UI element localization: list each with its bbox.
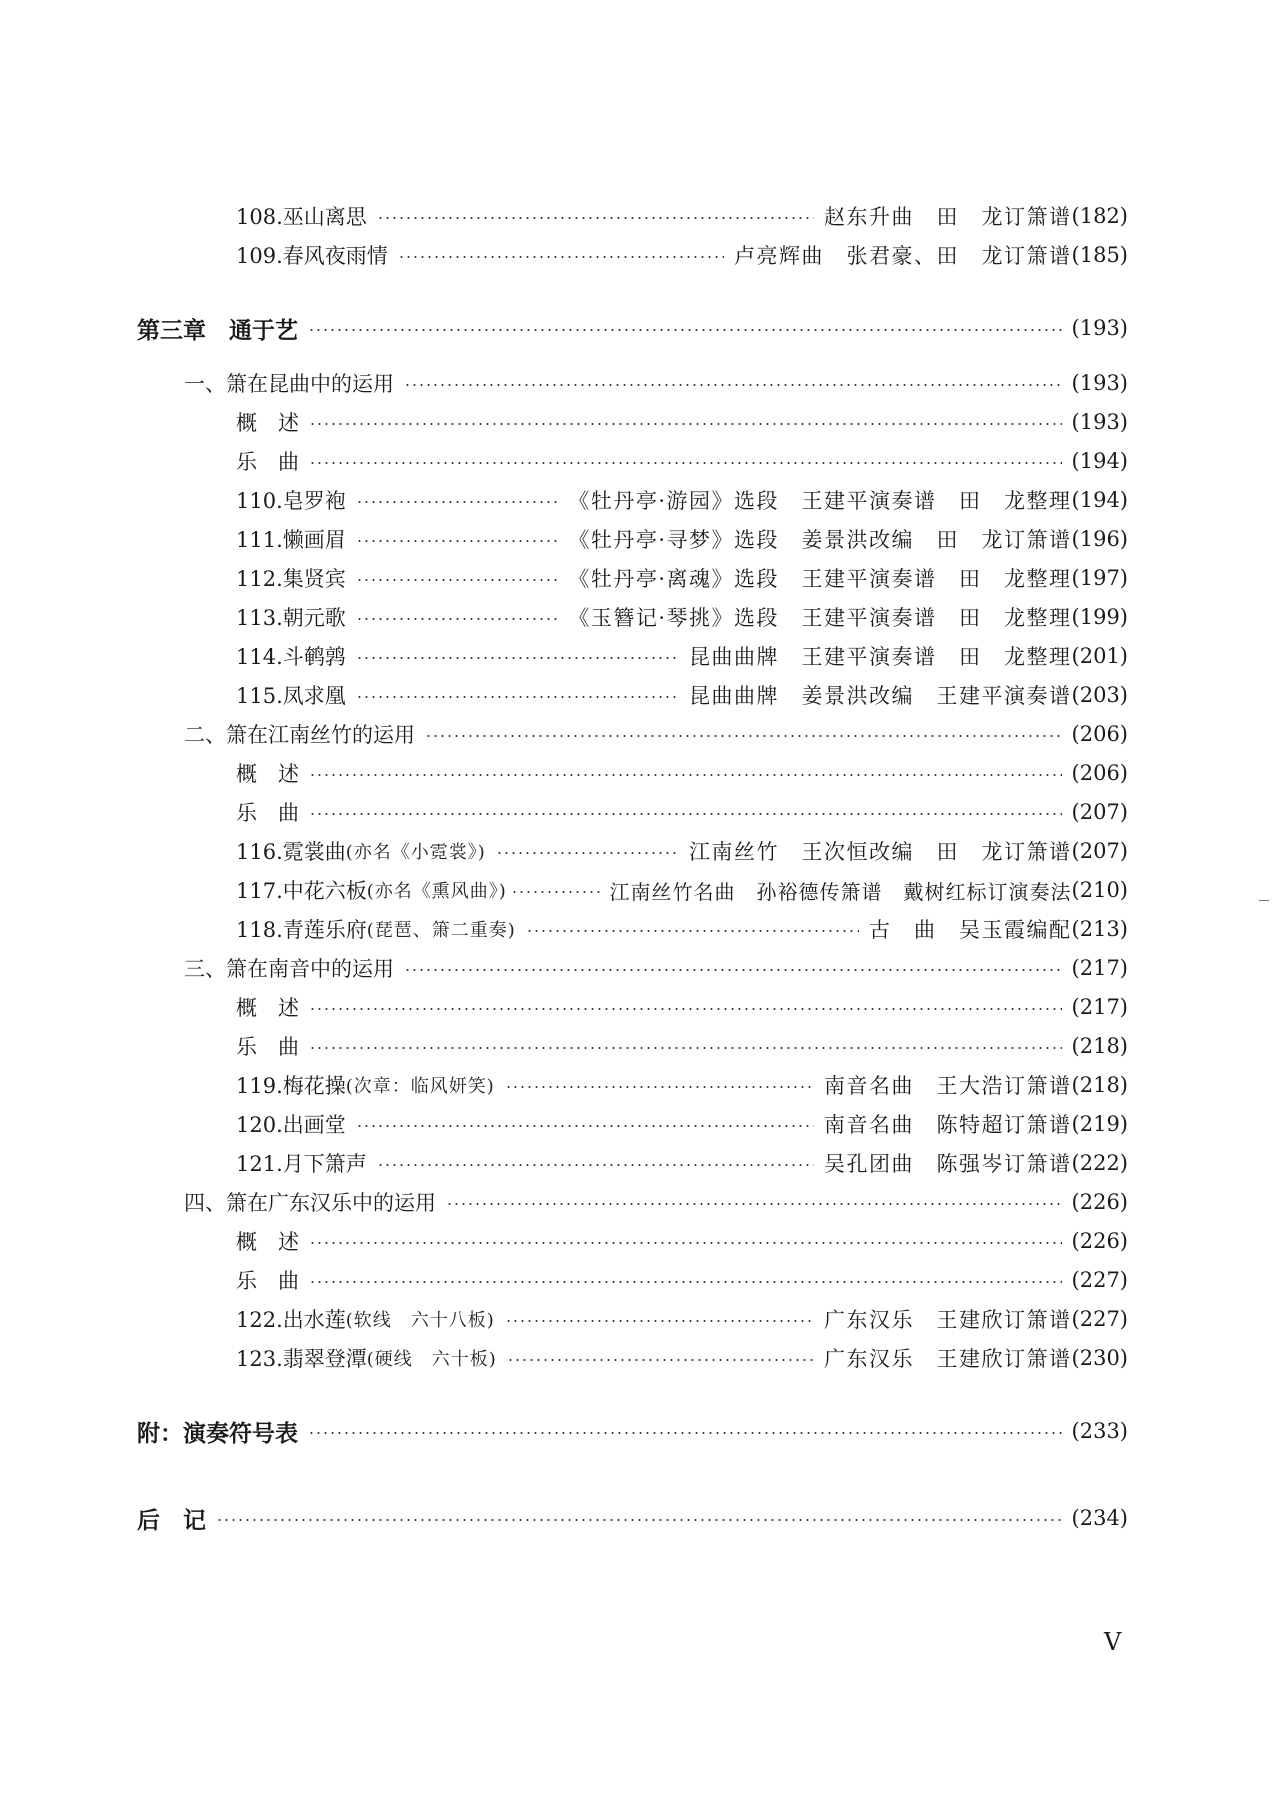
entry-credits: 《玉簪记·琴挑》选段 王建平演奏谱 田 龙整理 bbox=[568, 606, 1072, 630]
dot-leader bbox=[377, 217, 814, 219]
toc-entry[interactable] bbox=[0, 833, 1280, 869]
toc-entry[interactable] bbox=[0, 237, 1280, 273]
dot-leader bbox=[398, 256, 724, 258]
entry-title: 115.凤求凰 bbox=[236, 684, 346, 708]
entry-credits: 昆曲曲牌 王建平演奏谱 田 龙整理 bbox=[689, 645, 1072, 669]
dot-leader bbox=[356, 696, 679, 698]
entry-title: 118.青莲乐府 bbox=[236, 918, 367, 942]
toc-section[interactable] bbox=[0, 1184, 1280, 1220]
entry-note: (亦名《熏风曲》) bbox=[366, 881, 507, 902]
entry-title: 116.霓裳曲 bbox=[236, 840, 346, 864]
entry-credits: 《牡丹亭·离魂》选段 王建平演奏谱 田 龙整理 bbox=[568, 567, 1072, 591]
entry-title: 123.翡翠登潭 bbox=[236, 1347, 367, 1371]
entry-title: 122.出水莲 bbox=[236, 1308, 346, 1332]
toc-chapter[interactable] bbox=[0, 310, 1280, 346]
entry-note: (亦名《小霓裳》) bbox=[345, 842, 486, 863]
entry-page: (230) bbox=[1071, 1346, 1128, 1370]
dot-leader bbox=[511, 891, 604, 893]
entry-page: (222) bbox=[1071, 1151, 1128, 1175]
entry-title: 第三章 通于艺 bbox=[137, 316, 298, 344]
entry-credits: 卢亮辉曲 张君豪、田 龙订箫谱 bbox=[734, 244, 1072, 268]
dot-leader bbox=[309, 1047, 1062, 1049]
toc-section[interactable] bbox=[0, 365, 1280, 401]
entry-page: (197) bbox=[1071, 566, 1128, 590]
entry-page: (218) bbox=[1071, 1034, 1128, 1058]
dot-leader bbox=[404, 384, 1062, 386]
toc-entry[interactable] bbox=[0, 1223, 1280, 1259]
entry-page: (193) bbox=[1071, 316, 1128, 340]
entry-credits: 吴孔团曲 陈强岑订箫谱 bbox=[824, 1152, 1072, 1176]
entry-title: 附：演奏符号表 bbox=[137, 1419, 298, 1447]
entry-title: 110.皂罗袍 bbox=[236, 489, 346, 513]
entry-credits: 昆曲曲牌 姜景洪改编 王建平演奏谱 bbox=[689, 684, 1072, 708]
dot-leader bbox=[309, 813, 1062, 815]
entry-page: (226) bbox=[1071, 1229, 1128, 1253]
dot-leader bbox=[216, 1519, 1062, 1521]
entry-page: (207) bbox=[1071, 800, 1128, 824]
entry-note: (琵琶、箫二重奏) bbox=[366, 920, 516, 941]
entry-note: (软线 六十八板) bbox=[345, 1310, 495, 1331]
dot-leader bbox=[404, 969, 1062, 971]
toc-entry[interactable] bbox=[0, 638, 1280, 674]
entry-title: 121.月下箫声 bbox=[236, 1152, 367, 1176]
entry-title: 111.懒画眉 bbox=[236, 528, 346, 552]
dot-leader bbox=[526, 930, 859, 932]
entry-title: 114.斗鹌鹑 bbox=[236, 645, 346, 669]
dot-leader bbox=[309, 423, 1062, 425]
entry-title: 一、箫在昆曲中的运用 bbox=[184, 372, 394, 396]
toc-entry[interactable] bbox=[0, 794, 1280, 830]
entry-page: (217) bbox=[1071, 995, 1128, 1019]
entry-page: (199) bbox=[1071, 605, 1128, 629]
entry-title: 乐 曲 bbox=[236, 1035, 299, 1059]
entry-title: 概 述 bbox=[236, 1230, 299, 1254]
toc-entry[interactable] bbox=[0, 404, 1280, 440]
dot-leader bbox=[308, 1432, 1062, 1434]
toc-section[interactable] bbox=[0, 716, 1280, 752]
toc-entry[interactable] bbox=[0, 443, 1280, 479]
entry-page: (201) bbox=[1071, 644, 1128, 668]
dot-leader bbox=[377, 1164, 814, 1166]
toc-entry[interactable] bbox=[0, 482, 1280, 518]
toc-entry[interactable] bbox=[0, 1028, 1280, 1064]
dot-leader bbox=[356, 579, 559, 581]
entry-title: 乐 曲 bbox=[236, 450, 299, 474]
entry-credits: 广东汉乐 王建欣订箫谱 bbox=[824, 1308, 1072, 1332]
toc-entry[interactable] bbox=[0, 872, 1280, 908]
entry-title: 概 述 bbox=[236, 411, 299, 435]
entry-title: 119.梅花操 bbox=[236, 1074, 346, 1098]
entry-title: 108.巫山离思 bbox=[236, 205, 367, 229]
entry-title: 113.朝元歌 bbox=[236, 606, 346, 630]
toc-entry[interactable] bbox=[0, 560, 1280, 596]
entry-title: 三、箫在南音中的运用 bbox=[184, 957, 394, 981]
toc-entry[interactable] bbox=[0, 1340, 1280, 1376]
dot-leader bbox=[309, 462, 1062, 464]
entry-title: 乐 曲 bbox=[236, 1269, 299, 1293]
toc-chapter[interactable] bbox=[0, 1500, 1280, 1536]
entry-page: (194) bbox=[1071, 449, 1128, 473]
entry-credits: 南音名曲 王大浩订箫谱 bbox=[824, 1074, 1072, 1098]
entry-credits: 广东汉乐 王建欣订箫谱 bbox=[824, 1347, 1072, 1371]
dot-leader bbox=[446, 1203, 1062, 1205]
entry-page: (182) bbox=[1071, 204, 1128, 228]
toc-entry[interactable] bbox=[0, 1301, 1280, 1337]
entry-page: (210) bbox=[1071, 878, 1128, 902]
entry-title: 四、箫在广东汉乐中的运用 bbox=[184, 1191, 436, 1215]
edge-mark bbox=[1259, 900, 1269, 901]
entry-note: (硬线 六十板) bbox=[366, 1349, 497, 1370]
toc-entry[interactable] bbox=[0, 1106, 1280, 1142]
toc-entry[interactable] bbox=[0, 1262, 1280, 1298]
entry-page: (227) bbox=[1071, 1268, 1128, 1292]
toc-entry[interactable] bbox=[0, 521, 1280, 557]
entry-page: (219) bbox=[1071, 1112, 1128, 1136]
entry-credits: 江南丝竹名曲 孙裕德传箫谱 戴树红标订演奏法 bbox=[609, 879, 1072, 904]
entry-page: (234) bbox=[1071, 1506, 1128, 1530]
entry-title: 112.集贤宾 bbox=[236, 567, 346, 591]
toc-entry[interactable] bbox=[0, 677, 1280, 713]
entry-credits: 古 曲 吴玉霞编配 bbox=[869, 918, 1072, 942]
entry-note: (次章：临风妍笑) bbox=[345, 1076, 495, 1097]
toc-entry[interactable] bbox=[0, 989, 1280, 1025]
entry-credits: 赵东升曲 田 龙订箫谱 bbox=[824, 205, 1072, 229]
entry-credits: 《牡丹亭·寻梦》选段 姜景洪改编 田 龙订箫谱 bbox=[568, 528, 1072, 552]
toc-entry[interactable] bbox=[0, 198, 1280, 234]
dot-leader bbox=[356, 618, 559, 620]
entry-page: (207) bbox=[1071, 839, 1128, 863]
entry-page: (194) bbox=[1071, 488, 1128, 512]
entry-title: 117.中花六板 bbox=[236, 879, 367, 903]
dot-leader bbox=[309, 1008, 1062, 1010]
entry-title: 后 记 bbox=[137, 1506, 206, 1534]
entry-title: 109.春风夜雨情 bbox=[236, 244, 388, 268]
entry-page: (206) bbox=[1071, 761, 1128, 785]
entry-page: (193) bbox=[1071, 371, 1128, 395]
dot-leader bbox=[425, 735, 1062, 737]
page-number: V bbox=[1104, 1628, 1122, 1656]
dot-leader bbox=[356, 657, 679, 659]
entry-page: (227) bbox=[1071, 1307, 1128, 1331]
dot-leader bbox=[505, 1320, 814, 1322]
dot-leader bbox=[507, 1359, 814, 1361]
entry-title: 120.出画堂 bbox=[236, 1113, 346, 1137]
entry-page: (185) bbox=[1071, 243, 1128, 267]
entry-title: 二、箫在江南丝竹的运用 bbox=[184, 723, 415, 747]
toc-chapter[interactable] bbox=[0, 1413, 1280, 1449]
entry-title: 概 述 bbox=[236, 762, 299, 786]
dot-leader bbox=[309, 1281, 1062, 1283]
toc-entry[interactable] bbox=[0, 911, 1280, 947]
entry-page: (233) bbox=[1071, 1419, 1128, 1443]
dot-leader bbox=[308, 329, 1062, 331]
entry-page: (217) bbox=[1071, 956, 1128, 980]
entry-credits: 《牡丹亭·游园》选段 王建平演奏谱 田 龙整理 bbox=[568, 489, 1072, 513]
entry-page: (193) bbox=[1071, 410, 1128, 434]
toc-entry[interactable] bbox=[0, 1067, 1280, 1103]
toc-section[interactable] bbox=[0, 950, 1280, 986]
entry-credits: 江南丝竹 王次恒改编 田 龙订箫谱 bbox=[689, 840, 1072, 864]
dot-leader bbox=[505, 1086, 814, 1088]
dot-leader bbox=[356, 501, 559, 503]
toc-entry[interactable] bbox=[0, 755, 1280, 791]
dot-leader bbox=[309, 1242, 1062, 1244]
entry-title: 概 述 bbox=[236, 996, 299, 1020]
dot-leader bbox=[356, 1125, 814, 1127]
dot-leader bbox=[309, 774, 1062, 776]
entry-title: 乐 曲 bbox=[236, 801, 299, 825]
dot-leader bbox=[356, 540, 559, 542]
entry-page: (203) bbox=[1071, 683, 1128, 707]
entry-page: (196) bbox=[1071, 527, 1128, 551]
entry-page: (218) bbox=[1071, 1073, 1128, 1097]
toc-entry[interactable] bbox=[0, 599, 1280, 635]
entry-page: (206) bbox=[1071, 722, 1128, 746]
entry-credits: 南音名曲 陈特超订箫谱 bbox=[824, 1113, 1072, 1137]
toc-entry[interactable] bbox=[0, 1145, 1280, 1181]
dot-leader bbox=[496, 852, 679, 854]
entry-page: (213) bbox=[1071, 917, 1128, 941]
entry-page: (226) bbox=[1071, 1190, 1128, 1214]
